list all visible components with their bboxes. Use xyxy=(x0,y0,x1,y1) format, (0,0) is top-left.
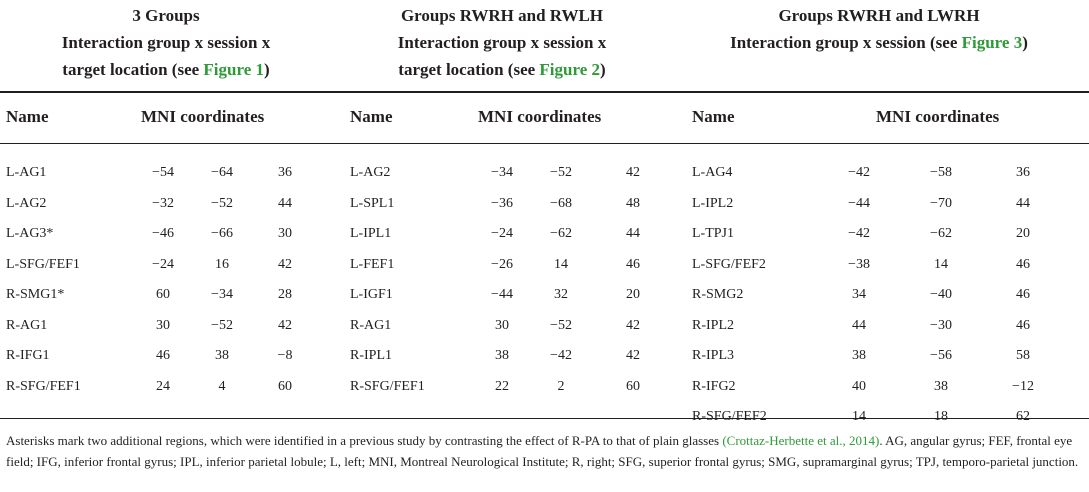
coord-y: −52 xyxy=(550,165,572,180)
header-rule xyxy=(0,143,1089,144)
coord-y: 18 xyxy=(934,409,948,424)
coord-x: −32 xyxy=(152,195,174,211)
coord-y: −40 xyxy=(930,287,952,302)
table3-x-column xyxy=(831,158,887,433)
coord-y: −52 xyxy=(211,195,233,211)
region-name: L-SFG/FEF2 xyxy=(692,256,766,272)
coord-z: 42 xyxy=(278,256,292,272)
region-name: R-SMG1* xyxy=(6,287,65,302)
coord-x: −24 xyxy=(491,226,513,241)
coord-x: −44 xyxy=(491,287,513,302)
coord-x: 60 xyxy=(156,287,170,302)
coord-z: 42 xyxy=(278,317,292,333)
coord-x: −42 xyxy=(848,165,870,180)
coord-z: −8 xyxy=(277,348,293,363)
region-name: L-AG4 xyxy=(692,165,733,180)
group-analysis: Interaction group x session (see Figure 3) xyxy=(730,33,1028,52)
table2-z-column xyxy=(605,158,661,402)
coord-x: −26 xyxy=(491,256,513,272)
region-name: L-SPL1 xyxy=(350,195,395,211)
col-header-name-2: Name xyxy=(350,107,393,126)
coord-z: 28 xyxy=(278,287,292,302)
region-name: R-AG1 xyxy=(6,317,48,333)
table3-name-column xyxy=(692,158,832,433)
group-header-1 xyxy=(20,2,312,83)
coord-z: 46 xyxy=(1016,256,1030,272)
col-header-name-1: Name xyxy=(6,107,49,126)
region-name: R-SMG2 xyxy=(692,287,744,302)
coord-x: 38 xyxy=(495,348,509,363)
figure-3-link[interactable]: Figure 3 xyxy=(961,33,1023,52)
region-name: L-IGF1 xyxy=(350,287,393,302)
region-name: L-IPL1 xyxy=(350,226,392,241)
coord-z: 58 xyxy=(1016,348,1030,363)
col-header-name-3: Name xyxy=(692,107,735,126)
coord-y: 38 xyxy=(215,348,229,363)
group-header-3 xyxy=(682,2,1076,56)
coord-x: 30 xyxy=(495,317,509,333)
coord-y: −68 xyxy=(550,195,572,211)
coord-y: 38 xyxy=(934,378,948,394)
coord-z: 44 xyxy=(626,226,640,241)
region-name: L-AG2 xyxy=(6,195,47,211)
coord-z: 48 xyxy=(626,195,640,211)
coord-y: −30 xyxy=(930,317,952,333)
group-header-2 xyxy=(346,2,658,83)
coord-x: −54 xyxy=(152,165,174,180)
coord-x: 38 xyxy=(852,348,866,363)
coord-z: 42 xyxy=(626,165,640,180)
region-name: R-IFG2 xyxy=(692,378,736,394)
coord-z: 36 xyxy=(278,165,292,180)
coord-x: −44 xyxy=(848,195,870,211)
coord-x: −24 xyxy=(152,256,174,272)
table2-x-column xyxy=(474,158,530,402)
coord-y: 14 xyxy=(934,256,948,272)
coord-y: −62 xyxy=(930,226,952,241)
table1-z-column xyxy=(257,158,313,402)
coord-x: 22 xyxy=(495,378,509,394)
coord-y: −56 xyxy=(930,348,952,363)
region-name: L-SFG/FEF1 xyxy=(6,256,80,272)
table2-name-column xyxy=(350,158,470,402)
coord-y: −42 xyxy=(550,348,572,363)
coord-x: 44 xyxy=(852,317,866,333)
figure-2-link[interactable]: Figure 2 xyxy=(539,60,601,79)
region-name: L-AG3* xyxy=(6,226,54,241)
coord-z: −12 xyxy=(1012,378,1034,394)
coord-z: 46 xyxy=(1016,317,1030,333)
coord-y: −64 xyxy=(211,165,233,180)
region-name: R-IPL3 xyxy=(692,348,734,363)
coord-z: 60 xyxy=(278,378,292,394)
table1-x-column xyxy=(135,158,191,402)
region-name: L-IPL2 xyxy=(692,195,734,211)
region-name: R-SFG/FEF1 xyxy=(6,378,81,394)
region-name: R-SFG/FEF1 xyxy=(350,378,425,394)
region-name: R-AG1 xyxy=(350,317,392,333)
coord-x: 24 xyxy=(156,378,170,394)
coord-z: 20 xyxy=(1016,226,1030,241)
coord-x: 46 xyxy=(156,348,170,363)
group-title: 3 Groups xyxy=(132,6,200,25)
group-analysis: Interaction group x session x xyxy=(397,33,607,52)
coord-x: −36 xyxy=(491,195,513,211)
coord-y: 2 xyxy=(557,378,565,394)
coord-y: −70 xyxy=(930,195,952,211)
region-name: R-IFG1 xyxy=(6,348,50,363)
col-header-coords-1: MNI coordinates xyxy=(141,107,265,126)
coord-y: 14 xyxy=(554,256,568,272)
col-header-coords-2: MNI coordinates xyxy=(478,107,602,126)
coord-y: 32 xyxy=(554,287,568,302)
citation-link[interactable]: (Crottaz-Herbette et al., 2014) xyxy=(722,433,880,448)
coord-y: −34 xyxy=(211,287,233,302)
coord-y: −52 xyxy=(211,317,233,333)
coord-y: −66 xyxy=(211,226,233,241)
coord-y: −62 xyxy=(550,226,572,241)
coord-z: 46 xyxy=(1016,287,1030,302)
coord-z: 42 xyxy=(626,348,640,363)
group-title: Groups RWRH and RWLH xyxy=(400,6,604,25)
table2-y-column xyxy=(533,158,589,402)
coord-x: 40 xyxy=(852,378,866,394)
region-name: R-SFG/FEF2 xyxy=(692,409,767,424)
coord-x: −42 xyxy=(848,226,870,241)
coord-z: 42 xyxy=(626,317,640,333)
col-header-coords-3: MNI coordinates xyxy=(876,107,1000,126)
region-name: R-IPL1 xyxy=(350,348,392,363)
coord-z: 20 xyxy=(626,287,640,302)
table3-z-column xyxy=(995,158,1051,433)
coord-x: 14 xyxy=(852,409,866,424)
coord-x: 34 xyxy=(852,287,866,302)
region-name: R-IPL2 xyxy=(692,317,734,333)
coord-z: 30 xyxy=(278,226,292,241)
table-footnote: Asterisks mark two additional regions, which were identified in a previous study by contrasting the effect of R-PA to that of plain glasses (Crottaz-Herbette et al., 2014). AG, angular gyrus; FEF, frontal eye field; IFG, inferior frontal gyrus; IPL, inferior parietal lobule; L, left; MNI, Montreal Neurological Institute; R, right; SFG, superior frontal gyrus; SMG, supramarginal gyrus; TPJ, temporo-parietal junction. xyxy=(6,433,1079,469)
coord-x: −38 xyxy=(848,256,870,272)
coord-y: −52 xyxy=(550,317,572,333)
region-name: L-FEF1 xyxy=(350,256,395,272)
group-analysis-cont: target location (see Figure 1) xyxy=(62,60,270,79)
coord-z: 44 xyxy=(1016,195,1030,211)
coord-x: −46 xyxy=(152,226,174,241)
coord-z: 62 xyxy=(1016,409,1030,424)
table3-y-column xyxy=(913,158,969,433)
region-name: L-AG2 xyxy=(350,165,391,180)
top-rule xyxy=(0,91,1089,93)
coord-x: 30 xyxy=(156,317,170,333)
coord-z: 60 xyxy=(626,378,640,394)
coord-z: 46 xyxy=(626,256,640,272)
figure-1-link[interactable]: Figure 1 xyxy=(203,60,265,79)
region-name: L-TPJ1 xyxy=(692,226,734,241)
group-analysis-cont: target location (see Figure 2) xyxy=(398,60,606,79)
region-name: L-AG1 xyxy=(6,165,47,180)
table1-name-column xyxy=(6,158,131,402)
group-analysis: Interaction group x session x xyxy=(61,33,271,52)
coord-x: −34 xyxy=(491,165,513,180)
group-title: Groups RWRH and LWRH xyxy=(778,6,980,25)
coord-z: 44 xyxy=(278,195,292,211)
table1-y-column xyxy=(194,158,250,402)
coord-y: −58 xyxy=(930,165,952,180)
coord-y: 4 xyxy=(218,378,226,394)
coord-y: 16 xyxy=(215,256,229,272)
coord-z: 36 xyxy=(1016,165,1030,180)
